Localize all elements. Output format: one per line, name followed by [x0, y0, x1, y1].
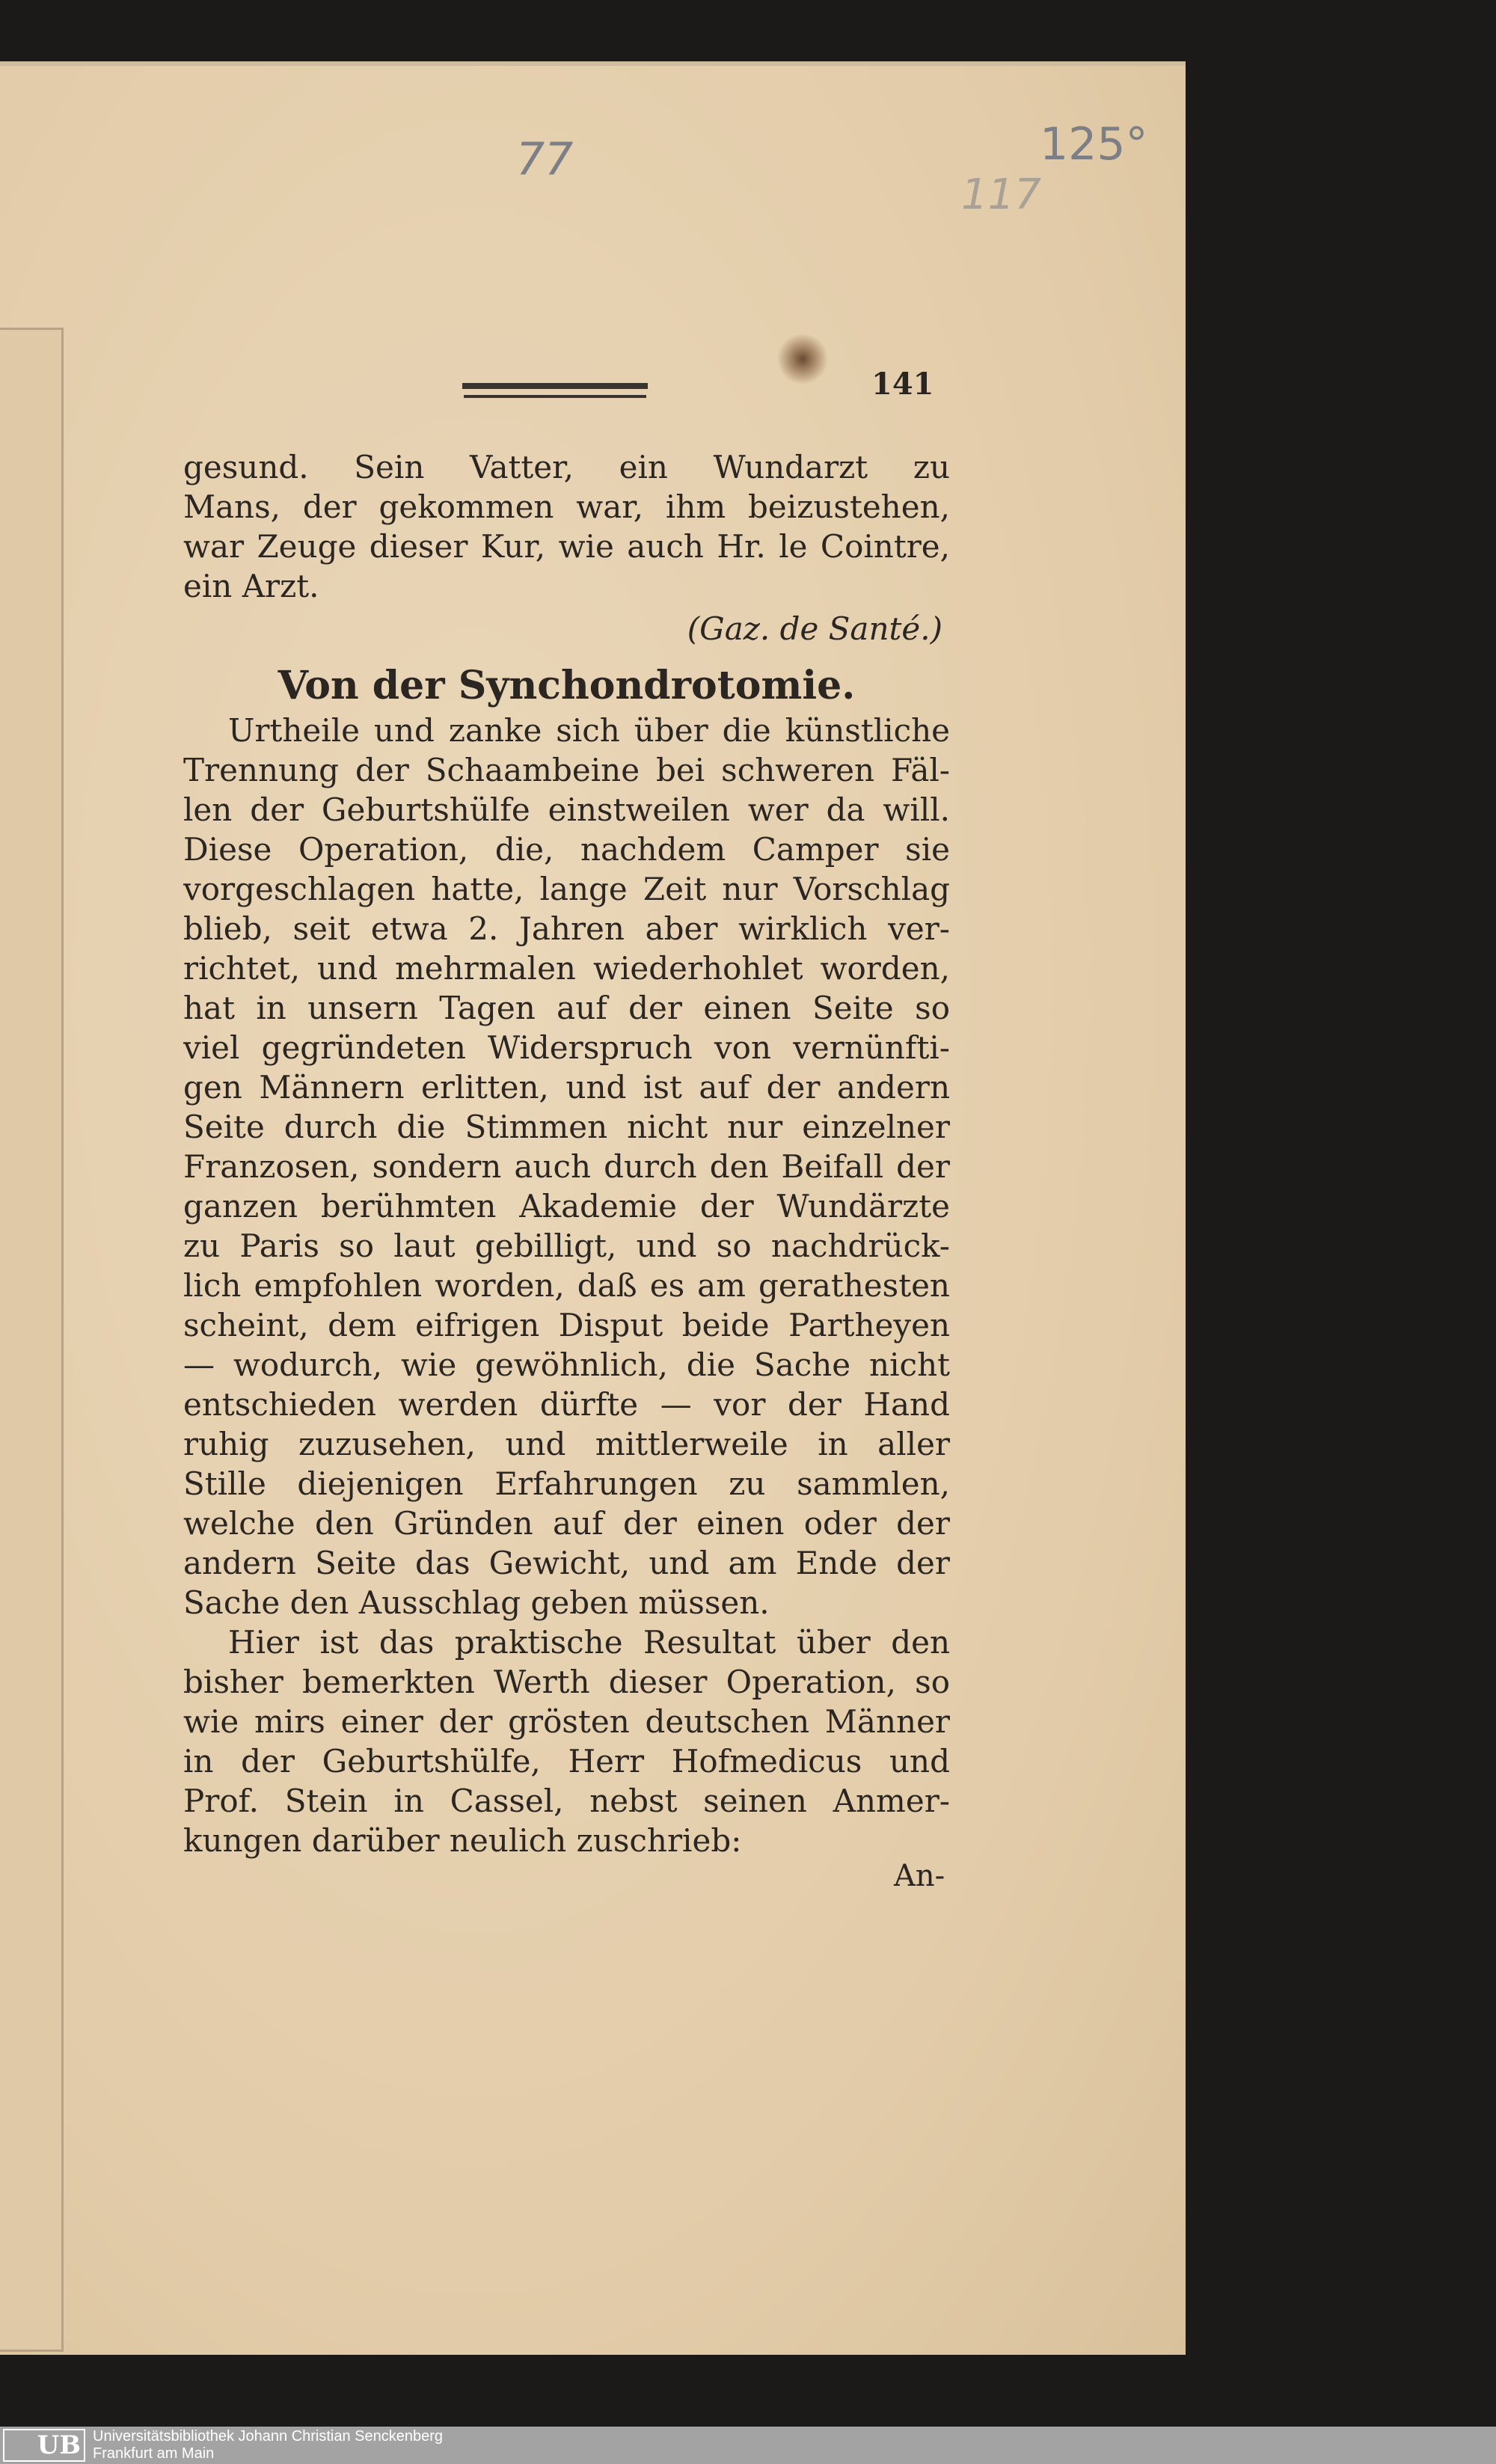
text-line: ein Arzt.: [183, 568, 319, 604]
text-line: welche den Gründen auf der einen oder der: [183, 1505, 950, 1542]
page-text: [183, 447, 950, 1860]
handwritten-note: 125°: [1040, 118, 1148, 171]
handwritten-note: 77: [516, 133, 574, 186]
text-line: war Zeuge dieser Kur, wie auch Hr. le Cointre,: [183, 528, 950, 565]
article-title: Von der Synchondrotomie.: [278, 663, 856, 708]
text-line: gen Männern erlitten, und ist auf der andern: [183, 1069, 950, 1106]
text-line: richtet, und mehrmalen wiederhohlet worden,: [183, 950, 950, 987]
text-line: ganzen berühmten Akademie der Wundärzte: [183, 1188, 950, 1225]
text-line: Prof. Stein in Cassel, nebst seinen Anmer-: [183, 1783, 950, 1819]
text-line: Mans, der gekommen war, ihm beizustehen,: [183, 488, 950, 525]
text-line: lich empfohlen worden, daß es am gerathesten: [183, 1267, 950, 1304]
text-line: andern Seite das Gewicht, und am Ende der: [183, 1545, 950, 1581]
text-line: Franzosen, sondern auch durch den Beifall der: [183, 1148, 950, 1185]
footer-bar: [0, 2427, 1496, 2464]
text-line: wie mirs einer der grösten deutschen Männer: [183, 1703, 950, 1740]
text-line: zu Paris so laut gebilligt, und so nachdrück-: [183, 1228, 950, 1264]
text-line: Stille diejenigen Erfahrungen zu sammlen,: [183, 1465, 950, 1502]
page-number: 141: [871, 367, 934, 402]
text-line: — wodurch, wie gewöhnlich, die Sache nicht: [183, 1346, 950, 1383]
text-line: Trennung der Schaambeine bei schweren Fäl-: [183, 752, 950, 788]
carry-over-paragraph: [183, 447, 950, 606]
paragraph-2: [183, 1622, 950, 1860]
text-line: hat in unsern Tagen auf der einen Seite so: [183, 990, 950, 1026]
library-name: Universitätsbibliothek Johann Christian Senckenberg: [93, 2428, 444, 2445]
text-line: Sache den Ausschlag geben müssen.: [183, 1584, 770, 1621]
text-line: Diese Operation, die, nachdem Camper sie: [183, 831, 950, 868]
inset-page-edge: [0, 328, 64, 2352]
text-line: gesund. Sein Vatter, ein Wundarzt zu: [183, 449, 950, 485]
library-logo[interactable]: UB: [3, 2429, 85, 2462]
text-line: len der Geburtshülfe einstweilen wer da will.: [183, 791, 950, 828]
text-line: Urtheile und zanke sich über die künstliche: [228, 712, 950, 749]
catchword: An-: [894, 1859, 945, 1893]
text-line: Hier ist das praktische Resultat über den: [228, 1624, 950, 1661]
handwritten-note: 117: [961, 171, 1041, 219]
text-line: vorgeschlagen hatte, lange Zeit nur Vorschlag: [183, 871, 950, 907]
text-line: scheint, dem eifrigen Disput beide Partheyen: [183, 1307, 950, 1343]
source-citation: (Gaz. de Santé.): [687, 610, 942, 647]
text-line: ruhig zuzusehen, und mittlerweile in aller: [183, 1426, 950, 1462]
text-line: viel gegründeten Widerspruch von vernünfti-: [183, 1029, 950, 1066]
text-line: blieb, seit etwa 2. Jahren aber wirklich ver-: [183, 910, 950, 947]
text-line: entschieden werden dürfte — vor der Hand: [183, 1386, 950, 1423]
paragraph-1: [183, 711, 950, 1622]
library-city: Frankfurt am Main: [93, 2445, 215, 2462]
text-line: in der Geburtshülfe, Herr Hofmedicus und: [183, 1743, 950, 1780]
text-line: Seite durch die Stimmen nicht nur einzelner: [183, 1109, 950, 1145]
text-line: kungen darüber neulich zuschrieb:: [183, 1822, 742, 1859]
text-line: bisher bemerkten Werth dieser Operation, so: [183, 1664, 950, 1700]
header-rule: [462, 383, 648, 389]
